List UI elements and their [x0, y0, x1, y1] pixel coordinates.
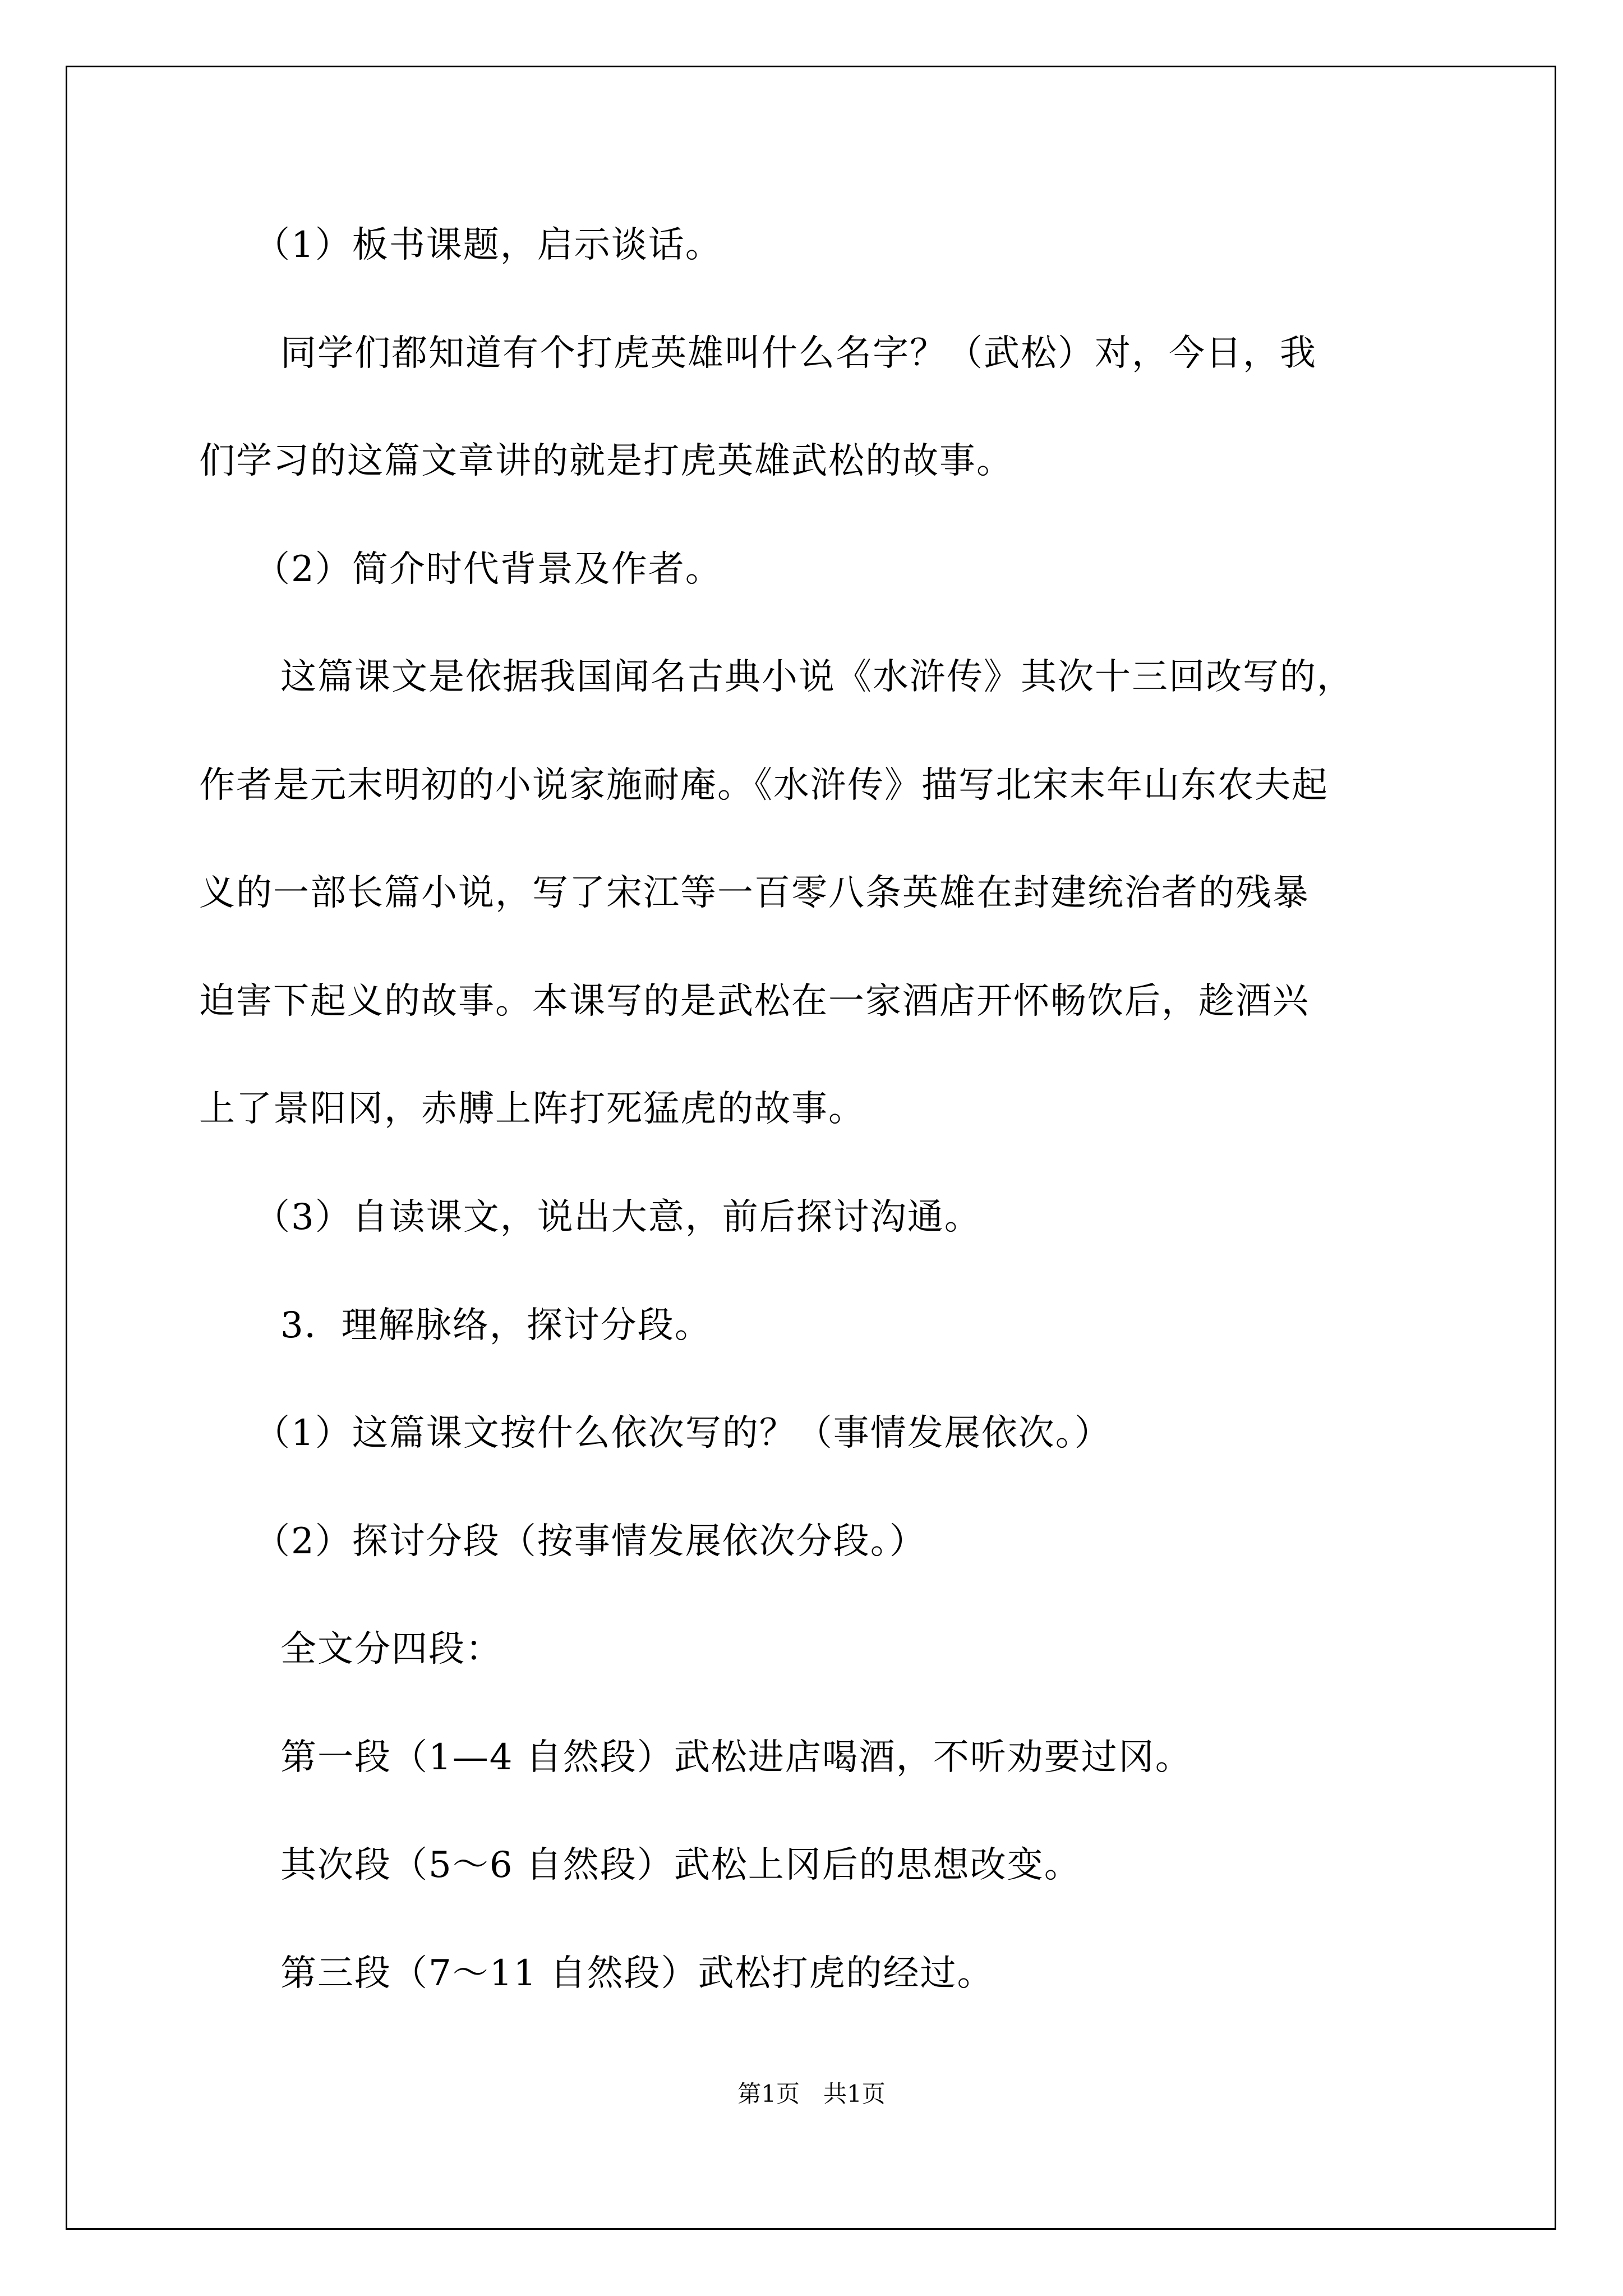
text-line: （1）这篇课文按什么依次写的？（事情发展依次。）: [254, 1412, 1112, 1454]
text-line: （2）探讨分段（按事情发展依次分段。）: [254, 1521, 926, 1562]
text-line: 这篇课文是依据我国闻名古典小说《水浒传》其次十三回改写的，: [280, 656, 1354, 698]
page-footer: 第1页 共1页: [737, 2080, 886, 2108]
text-line: 第三段（7～11 自然段）武松打虎的经过。: [280, 1953, 994, 1994]
text-line: 3．理解脉络，探讨分段。: [280, 1305, 712, 1346]
text-line: 同学们都知道有个打虎英雄叫什么名字？（武松）对，今日，我: [280, 333, 1317, 374]
page-border: [66, 66, 1556, 2230]
text-line: 全文分四段：: [280, 1628, 502, 1670]
text-line: （3）自读课文，说出大意，前后探讨沟通。: [254, 1197, 981, 1238]
text-line: （2）简介时代背景及作者。: [254, 549, 722, 590]
text-line: 们学习的这篇文章讲的就是打虎英雄武松的故事。: [199, 440, 1013, 482]
text-line: 第一段（1—4 自然段）武松进店喝酒，不听劝要过冈。: [280, 1737, 1192, 1778]
text-line: 其次段（5～6 自然段）武松上冈后的思想改变。: [280, 1844, 1081, 1886]
text-line: 迫害下起义的故事。本课写的是武松在一家酒店开怀畅饮后，趁酒兴: [199, 981, 1310, 1022]
text-line: 义的一部长篇小说，写了宋江等一百零八条英雄在封建统治者的残暴: [199, 872, 1310, 914]
text-line: 上了景阳冈，赤膊上阵打死猛虎的故事。: [199, 1088, 865, 1130]
text-line: 作者是元末明初的小说家施耐庵。《水浒传》描写北宋末年山东农夫起: [199, 765, 1329, 806]
text-line: （1）板书课题，启示谈话。: [254, 224, 722, 266]
